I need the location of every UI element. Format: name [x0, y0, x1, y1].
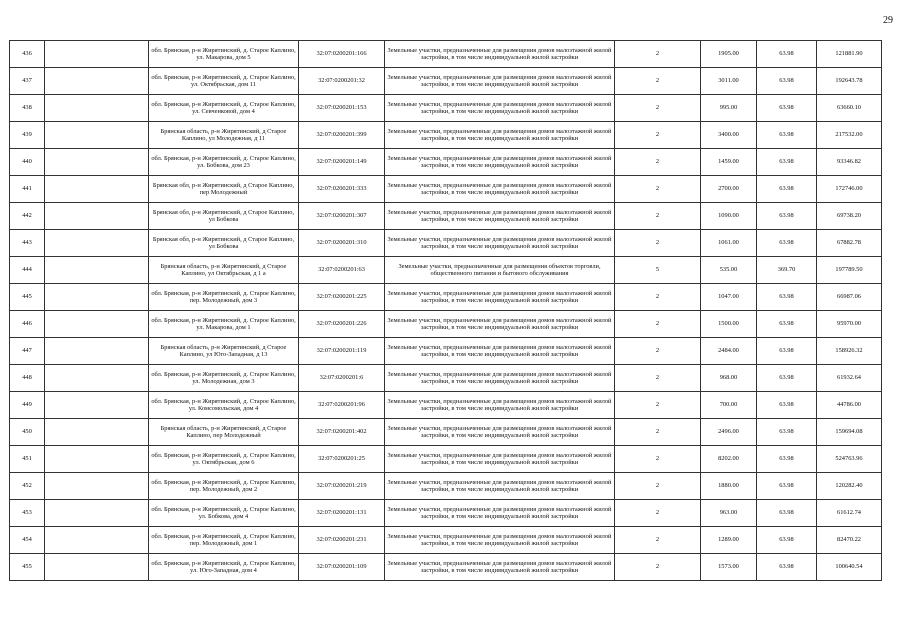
address-cell: Брянская обл, р-н Жирятинский, д Старое Каплино, пер Молодежный [149, 176, 299, 203]
land-use-cell: Земельные участки, предназначенные для размещения домов малоэтажной жилой застройки, в том числе индивидуальной жилой застройки [385, 284, 615, 311]
rate-cell: 63.98 [757, 392, 817, 419]
row-number: 449 [10, 392, 45, 419]
land-use-cell: Земельные участки, предназначенные для размещения домов малоэтажной жилой застройки, в том числе индивидуальной жилой застройки [385, 230, 615, 257]
cadastral-number-cell: 32:07:0200201:153 [299, 95, 385, 122]
group-cell: 2 [615, 419, 701, 446]
group-cell: 2 [615, 284, 701, 311]
rate-cell: 63.98 [757, 203, 817, 230]
land-use-cell: Земельные участки, предназначенные для размещения домов малоэтажной жилой застройки, в том числе индивидуальной жилой застройки [385, 41, 615, 68]
cadastral-number-cell: 32:07:0200201:166 [299, 41, 385, 68]
land-use-cell: Земельные участки, предназначенные для размещения домов малоэтажной жилой застройки, в том числе индивидуальной жилой застройки [385, 338, 615, 365]
land-use-cell: Земельные участки, предназначенные для размещения домов малоэтажной жилой застройки, в том числе индивидуальной жилой застройки [385, 365, 615, 392]
spacer-cell [45, 338, 149, 365]
cadastral-value-cell: 95970.00 [817, 311, 882, 338]
area-cell: 1573.00 [701, 554, 757, 581]
cadastral-value-cell: 44786.00 [817, 392, 882, 419]
cadastral-value-cell: 217532.00 [817, 122, 882, 149]
cadastral-value-cell: 100640.54 [817, 554, 882, 581]
address-cell: обл. Брянская, р-н Жирятинский, д. Старое Каплино, пер. Молодежный, дом 1 [149, 527, 299, 554]
area-cell: 1289.00 [701, 527, 757, 554]
address-cell: обл. Брянская, р-н Жирятинский, д. Старое Каплино, ул. Юго-Западная, дом 4 [149, 554, 299, 581]
land-plots-table [9, 40, 882, 581]
row-number: 448 [10, 365, 45, 392]
rate-cell: 63.98 [757, 473, 817, 500]
cadastral-number-cell: 32:07:0200201:149 [299, 149, 385, 176]
land-use-cell: Земельные участки, предназначенные для размещения домов малоэтажной жилой застройки, в том числе индивидуальной жилой застройки [385, 149, 615, 176]
cadastral-value-cell: 67882.78 [817, 230, 882, 257]
row-number: 442 [10, 203, 45, 230]
row-number: 436 [10, 41, 45, 68]
area-cell: 963.00 [701, 500, 757, 527]
table-row [10, 95, 882, 122]
table-row [10, 365, 882, 392]
land-use-cell: Земельные участки, предназначенные для размещения домов малоэтажной жилой застройки, в том числе индивидуальной жилой застройки [385, 311, 615, 338]
group-cell: 2 [615, 392, 701, 419]
land-use-cell: Земельные участки, предназначенные для размещения объектов торговли, общественного питания и бытового обслуживания [385, 257, 615, 284]
rate-cell: 63.98 [757, 176, 817, 203]
address-cell: обл. Брянская, р-н Жирятинский, д. Старое Каплино, пер. Молодежный, дом 2 [149, 473, 299, 500]
group-cell: 5 [615, 257, 701, 284]
row-number: 438 [10, 95, 45, 122]
row-number: 444 [10, 257, 45, 284]
address-cell: обл. Брянская, р-н Жирятинский, д. Старое Каплино, ул. Бобкова, дом 4 [149, 500, 299, 527]
row-number: 454 [10, 527, 45, 554]
area-cell: 1047.00 [701, 284, 757, 311]
table-row [10, 338, 882, 365]
row-number: 441 [10, 176, 45, 203]
land-use-cell: Земельные участки, предназначенные для размещения домов малоэтажной жилой застройки, в том числе индивидуальной жилой застройки [385, 176, 615, 203]
address-cell: Брянская область, р-н Жирятинский, д Старое Каплино, пер Молодежный [149, 419, 299, 446]
rate-cell: 63.98 [757, 284, 817, 311]
rate-cell: 63.98 [757, 338, 817, 365]
table-row [10, 419, 882, 446]
area-cell: 1500.00 [701, 311, 757, 338]
address-cell: обл. Брянская, р-н Жирятинский, д. Старое Каплино, ул. Макарова, дом 1 [149, 311, 299, 338]
area-cell: 995.00 [701, 95, 757, 122]
group-cell: 2 [615, 203, 701, 230]
rate-cell: 369.70 [757, 257, 817, 284]
table-row [10, 176, 882, 203]
land-use-cell: Земельные участки, предназначенные для размещения домов малоэтажной жилой застройки, в том числе индивидуальной жилой застройки [385, 203, 615, 230]
group-cell: 2 [615, 68, 701, 95]
land-use-cell: Земельные участки, предназначенные для размещения домов малоэтажной жилой застройки, в том числе индивидуальной жилой застройки [385, 446, 615, 473]
row-number: 437 [10, 68, 45, 95]
rate-cell: 63.98 [757, 365, 817, 392]
cadastral-value-cell: 82470.22 [817, 527, 882, 554]
row-number: 455 [10, 554, 45, 581]
table-row [10, 500, 882, 527]
address-cell: Брянская обл, р-н Жирятинский, д Старое Каплино, ул Бобкова [149, 230, 299, 257]
cadastral-number-cell: 32:07:0200201:6 [299, 365, 385, 392]
cadastral-value-cell: 192643.78 [817, 68, 882, 95]
spacer-cell [45, 554, 149, 581]
table-row [10, 527, 882, 554]
cadastral-number-cell: 32:07:0200201:226 [299, 311, 385, 338]
spacer-cell [45, 500, 149, 527]
rate-cell: 63.98 [757, 95, 817, 122]
cadastral-number-cell: 32:07:0200201:131 [299, 500, 385, 527]
land-use-cell: Земельные участки, предназначенные для размещения домов малоэтажной жилой застройки, в том числе индивидуальной жилой застройки [385, 122, 615, 149]
area-cell: 8202.00 [701, 446, 757, 473]
land-use-cell: Земельные участки, предназначенные для размещения домов малоэтажной жилой застройки, в том числе индивидуальной жилой застройки [385, 554, 615, 581]
group-cell: 2 [615, 149, 701, 176]
table-row [10, 122, 882, 149]
table-row [10, 68, 882, 95]
cadastral-value-cell: 120282.40 [817, 473, 882, 500]
land-use-cell: Земельные участки, предназначенные для размещения домов малоэтажной жилой застройки, в том числе индивидуальной жилой застройки [385, 419, 615, 446]
spacer-cell [45, 419, 149, 446]
group-cell: 2 [615, 95, 701, 122]
group-cell: 2 [615, 446, 701, 473]
spacer-cell [45, 122, 149, 149]
table-row [10, 284, 882, 311]
cadastral-number-cell: 32:07:0200201:333 [299, 176, 385, 203]
spacer-cell [45, 257, 149, 284]
land-use-cell: Земельные участки, предназначенные для размещения домов малоэтажной жилой застройки, в том числе индивидуальной жилой застройки [385, 392, 615, 419]
table-body [10, 41, 882, 581]
area-cell: 2496.00 [701, 419, 757, 446]
address-cell: обл. Брянская, р-н Жирятинский, д. Старое Каплино, ул. Севченковой, дом 4 [149, 95, 299, 122]
row-number: 446 [10, 311, 45, 338]
rate-cell: 63.98 [757, 68, 817, 95]
rate-cell: 63.98 [757, 311, 817, 338]
rate-cell: 63.98 [757, 419, 817, 446]
land-use-cell: Земельные участки, предназначенные для размещения домов малоэтажной жилой застройки, в том числе индивидуальной жилой застройки [385, 500, 615, 527]
rate-cell: 63.98 [757, 446, 817, 473]
rate-cell: 63.98 [757, 41, 817, 68]
cadastral-value-cell: 158926.32 [817, 338, 882, 365]
cadastral-value-cell: 93346.82 [817, 149, 882, 176]
address-cell: обл. Брянская, р-н Жирятинский, д. Старое Каплино, ул. Макарова, дом 5 [149, 41, 299, 68]
table-row [10, 392, 882, 419]
area-cell: 2700.00 [701, 176, 757, 203]
group-cell: 2 [615, 500, 701, 527]
area-cell: 3011.00 [701, 68, 757, 95]
row-number: 452 [10, 473, 45, 500]
cadastral-value-cell: 61932.64 [817, 365, 882, 392]
address-cell: Брянская область, р-н Жирятинский, д Старое Каплино, ул Октябрьская, д 1 а [149, 257, 299, 284]
area-cell: 700.00 [701, 392, 757, 419]
spacer-cell [45, 392, 149, 419]
cadastral-number-cell: 32:07:0200201:225 [299, 284, 385, 311]
area-cell: 3400.00 [701, 122, 757, 149]
cadastral-value-cell: 524763.96 [817, 446, 882, 473]
area-cell: 1090.00 [701, 203, 757, 230]
cadastral-value-cell: 66987.06 [817, 284, 882, 311]
area-cell: 1061.00 [701, 230, 757, 257]
cadastral-number-cell: 32:07:0200201:402 [299, 419, 385, 446]
area-cell: 535.00 [701, 257, 757, 284]
area-cell: 2484.00 [701, 338, 757, 365]
land-use-cell: Земельные участки, предназначенные для размещения домов малоэтажной жилой застройки, в том числе индивидуальной жилой застройки [385, 527, 615, 554]
area-cell: 1905.00 [701, 41, 757, 68]
group-cell: 2 [615, 122, 701, 149]
address-cell: обл. Брянская, р-н Жирятинский, д. Старое Каплино, ул. Молодежная, дом 3 [149, 365, 299, 392]
table-row [10, 311, 882, 338]
row-number: 447 [10, 338, 45, 365]
cadastral-number-cell: 32:07:0200201:219 [299, 473, 385, 500]
group-cell: 2 [615, 338, 701, 365]
table-row [10, 203, 882, 230]
group-cell: 2 [615, 473, 701, 500]
land-use-cell: Земельные участки, предназначенные для размещения домов малоэтажной жилой застройки, в том числе индивидуальной жилой застройки [385, 473, 615, 500]
address-cell: обл. Брянская, р-н Жирятинский, д. Старое Каплино, ул. Бобкова, дом 23 [149, 149, 299, 176]
cadastral-number-cell: 32:07:0200201:399 [299, 122, 385, 149]
rate-cell: 63.98 [757, 122, 817, 149]
spacer-cell [45, 311, 149, 338]
cadastral-number-cell: 32:07:0200201:231 [299, 527, 385, 554]
cadastral-number-cell: 32:07:0200201:96 [299, 392, 385, 419]
spacer-cell [45, 527, 149, 554]
cadastral-number-cell: 32:07:0200201:119 [299, 338, 385, 365]
group-cell: 2 [615, 41, 701, 68]
table-row [10, 446, 882, 473]
row-number: 451 [10, 446, 45, 473]
spacer-cell [45, 95, 149, 122]
rate-cell: 63.98 [757, 149, 817, 176]
group-cell: 2 [615, 554, 701, 581]
area-cell: 1459.00 [701, 149, 757, 176]
spacer-cell [45, 41, 149, 68]
group-cell: 2 [615, 230, 701, 257]
cadastral-number-cell: 32:07:0200201:32 [299, 68, 385, 95]
spacer-cell [45, 284, 149, 311]
page-number: 29 [883, 15, 893, 26]
cadastral-number-cell: 32:07:0200201:307 [299, 203, 385, 230]
cadastral-value-cell: 61612.74 [817, 500, 882, 527]
spacer-cell [45, 446, 149, 473]
group-cell: 2 [615, 176, 701, 203]
table-row [10, 554, 882, 581]
cadastral-number-cell: 32:07:0200201:310 [299, 230, 385, 257]
land-use-cell: Земельные участки, предназначенные для размещения домов малоэтажной жилой застройки, в том числе индивидуальной жилой застройки [385, 95, 615, 122]
cadastral-value-cell: 172746.00 [817, 176, 882, 203]
address-cell: Брянская обл, р-н Жирятинский, д Старое Каплино, ул Бобкова [149, 203, 299, 230]
spacer-cell [45, 365, 149, 392]
row-number: 439 [10, 122, 45, 149]
rate-cell: 63.98 [757, 230, 817, 257]
land-use-cell: Земельные участки, предназначенные для размещения домов малоэтажной жилой застройки, в том числе индивидуальной жилой застройки [385, 68, 615, 95]
table-row [10, 149, 882, 176]
cadastral-value-cell: 69738.20 [817, 203, 882, 230]
group-cell: 2 [615, 527, 701, 554]
cadastral-number-cell: 32:07:0200201:63 [299, 257, 385, 284]
area-cell: 1880.00 [701, 473, 757, 500]
cadastral-value-cell: 159694.08 [817, 419, 882, 446]
table-row [10, 41, 882, 68]
group-cell: 2 [615, 311, 701, 338]
cadastral-value-cell: 63660.10 [817, 95, 882, 122]
row-number: 445 [10, 284, 45, 311]
area-cell: 968.00 [701, 365, 757, 392]
address-cell: обл. Брянская, р-н Жирятинский, д. Старое Каплино, ул. Комсомольская, дом 4 [149, 392, 299, 419]
spacer-cell [45, 230, 149, 257]
address-cell: обл. Брянская, р-н Жирятинский, д. Старое Каплино, пер. Молодежный, дом 3 [149, 284, 299, 311]
address-cell: обл. Брянская, р-н Жирятинский, д. Старое Каплино, ул. Октябрьская, дом 11 [149, 68, 299, 95]
rate-cell: 63.98 [757, 554, 817, 581]
group-cell: 2 [615, 365, 701, 392]
spacer-cell [45, 473, 149, 500]
table-row [10, 473, 882, 500]
spacer-cell [45, 176, 149, 203]
cadastral-number-cell: 32:07:0200201:109 [299, 554, 385, 581]
row-number: 443 [10, 230, 45, 257]
address-cell: Брянская область, р-н Жирятинский, д Старое Каплино, ул Юго-Западная, д 13 [149, 338, 299, 365]
address-cell: Брянская область, р-н Жирятинский, д Старое Каплино, ул Молодежная, д 11 [149, 122, 299, 149]
spacer-cell [45, 203, 149, 230]
table-row [10, 257, 882, 284]
rate-cell: 63.98 [757, 527, 817, 554]
row-number: 450 [10, 419, 45, 446]
table-row [10, 230, 882, 257]
cadastral-value-cell: 197789.50 [817, 257, 882, 284]
row-number: 440 [10, 149, 45, 176]
rate-cell: 63.98 [757, 500, 817, 527]
spacer-cell [45, 68, 149, 95]
row-number: 453 [10, 500, 45, 527]
cadastral-value-cell: 121881.90 [817, 41, 882, 68]
address-cell: обл. Брянская, р-н Жирятинский, д. Старое Каплино, ул. Октябрьская, дом 6 [149, 446, 299, 473]
spacer-cell [45, 149, 149, 176]
cadastral-number-cell: 32:07:0200201:25 [299, 446, 385, 473]
